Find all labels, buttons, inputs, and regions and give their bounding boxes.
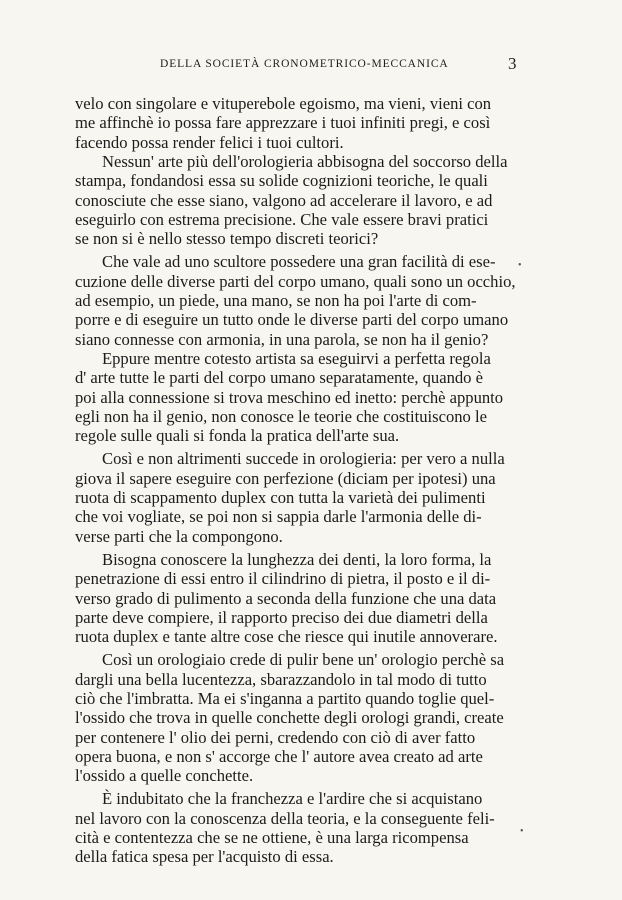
text-line: È indubitato che la franchezza e l'ardire che si acquistano	[102, 789, 483, 808]
text-line: me affinchè io possa fare apprezzare i tuoi infiniti pregi, e così	[75, 113, 491, 132]
text-line: nel lavoro con la conoscenza della teoria, e la conseguente feli-	[75, 809, 495, 828]
text-line: d' arte tutte le parti del corpo umano separatamente, quando è	[75, 368, 483, 387]
text-line: se non si è nello stesso tempo discreti teorici?	[75, 229, 379, 248]
text-line: ad esempio, un piede, una mano, se non ha poi l'arte di com-	[75, 291, 477, 310]
text-line: giova il sapere eseguire con perfezione (diciam per ipotesi) una	[75, 469, 496, 488]
text-line: Nessun' arte più dell'orologieria abbisogna del soccorso della	[102, 152, 508, 171]
text-line: stampa, fondandosi essa su solide cognizioni teoriche, le quali	[75, 171, 488, 190]
text-line: penetrazione di essi entro il cilindrino di pietra, il posto e il di-	[75, 569, 491, 588]
text-line: cuzione delle diverse parti del corpo umano, quali sono un occhio,	[75, 272, 516, 291]
text-line: opera buona, e non s' accorge che l' autore avea creato ad arte	[75, 747, 483, 766]
text-line: dargli una bella lucentezza, sbarazzandolo in tal modo di tutto	[75, 670, 487, 689]
text-line: parte deve compiere, il rapporto preciso dei due diametri della	[75, 608, 488, 627]
text-line: Eppure mentre cotesto artista sa eseguirvi a perfetta regola	[102, 349, 491, 368]
text-line: ruota di scappamento duplex con tutta la varietà dei pulimenti	[75, 488, 486, 507]
text-line: eseguirlo con estrema precisione. Che vale essere bravi pratici	[75, 210, 489, 229]
text-line: Che vale ad uno scultore possedere una gran facilità di ese-	[102, 252, 496, 271]
text-line: siano connesse con armonia, in una parola, se non ha il genio?	[75, 330, 489, 349]
text-line: facendo possa render felici i tuoi cultori.	[75, 133, 344, 152]
text-line: conosciute che esse siano, valgono ad accelerare il lavoro, e ad	[75, 191, 493, 210]
print-speck: •	[518, 260, 522, 271]
text-line: Così un orologiaio crede di pulir bene un' orologio perchè sa	[102, 650, 505, 669]
text-line: per contenere l' olio dei perni, credendo con ciò di aver fatto	[75, 728, 476, 747]
print-speck: •	[520, 826, 524, 837]
text-line: porre e di eseguire un tutto onde le diverse parti del corpo umano	[75, 310, 509, 329]
text-line: l'ossido che trova in quelle conchette degli orologi grandi, create	[75, 708, 504, 727]
text-line: verse parti che la compongono.	[75, 527, 283, 546]
text-line: ruota duplex e tante altre cose che riesce qui inutile annoverare.	[75, 627, 498, 646]
text-line: della fatica spesa per l'acquisto di essa.	[75, 847, 334, 866]
page-number: 3	[508, 54, 517, 73]
text-line: l'ossido a quelle conchette.	[75, 766, 254, 785]
text-line: regole sulle quali si fonda la pratica dell'arte sua.	[75, 426, 400, 445]
text-line: velo con singolare e vituperebole egoismo, ma vieni, vieni con	[75, 94, 492, 113]
text-line: verso grado di pulimento a seconda della funzione che una data	[75, 589, 497, 608]
text-line: egli non ha il genio, non conosce le teorie che costituiscono le	[75, 407, 487, 426]
text-line: poi alla connessione si trova meschino ed inetto: perchè appunto	[75, 388, 504, 407]
text-line: ciò che l'imbratta. Ma ei s'inganna a partito quando toglie quel-	[75, 689, 495, 708]
text-line: Così e non altrimenti succede in orologieria: per vero a nulla	[102, 449, 505, 468]
text-line: cità e contentezza che se ne ottiene, è una larga ricompensa	[75, 828, 469, 847]
text-line: Bisogna conoscere la lunghezza dei denti, la loro forma, la	[102, 550, 492, 569]
running-header: DELLA SOCIETÀ CRONOMETRICO-MECCANICA	[160, 58, 449, 70]
text-line: che voi vogliate, se poi non si sappia darle l'armonia delle di-	[75, 507, 482, 526]
